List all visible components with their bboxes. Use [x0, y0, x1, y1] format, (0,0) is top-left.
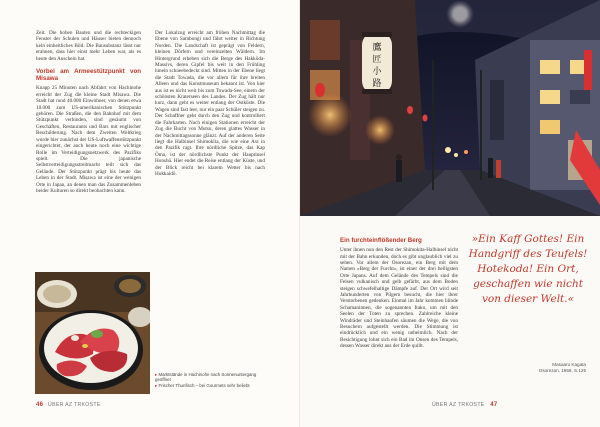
body-paragraph: Der Lokalzug erreicht am frühen Nachmittag die Ebene von Sambongi und fährt weiter in Richtung Norden. Die Landschaft ist geprägt von Feldern, kleinen Dörfern und vereinzelten Wäldern. Im Hintergrund erheben sich die Berge des Hakkōda-Massivs, deren Gipfel bis weit in den Frühling hinein schneebedeckt sind. Mitten in der Ebene liegt die Stadt Towada, die vor allem für ihre breiten Alleen und das Kunstmuseum bekannt ist. Von hier aus ist es nicht weit bis zum Towada-See, einem der schönsten Kraterseen des Landes. Der Zug hält nur kurz, dann geht es weiter entlang der Ostküste. Die Wagen sind fast leer, nur ein paar Schüler steigen zu. Der Schaffner geht durch den Zug und kontrolliert die Fahrkarten. Nach einigen Stationen erreicht der Zug die Bucht von Mutsu, deren glattes Wasser in der Nachmittagssonne glänzt. Auf der anderen Seite liegt die Halbinsel Shimokita, die wie eine Axt in den Pazifik ragt. Ihre nördliche Spitze, das Kap Ōma, ist der nördlichste Punkt der Hauptinsel Honshū. Hier endet die Reise entlang der Küste, und der Blick reicht bei klarem Wetter bis nach Hokkaidō.	[155, 30, 265, 177]
quote-attribution	[476, 362, 586, 374]
text-column-3	[340, 237, 458, 353]
night-street-photo	[300, 0, 600, 216]
quote-source: Osorezan, 1959, S.125	[538, 367, 586, 373]
running-head: ÜBER AZ TRKOSTE	[432, 402, 485, 408]
pull-quote: »Ein Kaff Gottes! Ein Handgriff des Teufels! Hotekoda! Ein Ort, geschaffen wie nicht von dieser Welt.«	[468, 233, 588, 305]
section-heading: Ein furchteinflößender Berg	[340, 237, 422, 244]
running-head: ÜBER AZ TRKOSTE	[48, 402, 101, 408]
text-column-1	[36, 30, 141, 197]
body-paragraph: Unter ihnen nun den Rest der Shimokita-Halbinsel nicht mit der Bahn erkunden, doch es gibt unglaublich viel zu sehen. Vor allem der Osorezan, ein Berg mit dem Namen »Berg der Furcht«, ist einer der drei heiligsten Orte Japans. Auf dem Gelände des Tempels sind die Felsen vulkanisch und gelb gefärbt, aus dem Boden steigen schwefelhaltige Dämpfe auf. Der Ort wird seit Jahrhunderten von Pilgern besucht, die hier ihrer Verstorbenen gedenken. Einmal im Jahr kommen blinde Schamaninnen, die sogenannten Itako, um mit den Seelen der Toten zu sprechen. Zahlreiche kleine Windräder und Steinhaufen säumen die Wege, die von Besuchern aufgestellt werden. Die Stimmung ist eindrücklich und ein wenig unheimlich. Nach der Besichtigung lohnt sich ein Bad im Onsen des Tempels, dessen Wasser direkt aus der Erde quillt.	[340, 247, 458, 350]
caption-line-2: Frischer Thunfisch – bei Gourmets sehr beliebt	[158, 382, 250, 388]
svg-text:小: 小	[372, 67, 382, 77]
section-heading: Vorbei am Armeestützpunkt von Misawa	[36, 68, 141, 83]
photo-caption	[155, 372, 267, 388]
caption-marker: ▸	[155, 372, 159, 377]
svg-text:匠: 匠	[372, 55, 382, 65]
tuna-bowl-photo	[35, 272, 150, 394]
text-column-2	[155, 30, 265, 180]
right-folio	[432, 402, 501, 408]
svg-text:路: 路	[372, 79, 382, 89]
quote-author: Masaaru Kagata	[552, 362, 586, 367]
intro-paragraph: Zeit. Die hohen Bauten und die rechteckigen Fenster der Schulen und Häuser bieten dennoch kein einheitliches Bild. Die Bausubstanz lässt nur erahnen, dass hier einst mehr Leben war, als es heute den Anschein hat.	[36, 30, 141, 62]
caption-line-1: Marktstände in Hachinohe nach Sonnenuntergang geöffnet	[155, 372, 257, 383]
caption-marker: ▸	[155, 382, 159, 388]
page-number: 46	[36, 402, 44, 408]
body-paragraph: Knapp 25 Minuten nach Abfahrt von Hachinohe erreicht der Zug die kleine Stadt Misawa. Die Stadt hat rund 40.000 Einwohner, von denen etwa 10.000 zum US-amerikanischen Stützpunkt gehören. Die Straßen, die den Bahnhof mit dem Stützpunkt verbinden, sind gesäumt von Geschäften, Restaurants und Bars mit englischer Beschilderung. Nach dem Zweiten Weltkrieg wurde hier zunächst der US-Luftwaffenstützpunkt eingerichtet, der auch heute noch eine wichtige Rolle im Verteidigungsnetzwerk des Pazifiks spielt. Die japanische Selbstverteidigungsstreitmacht teilt sich das Gelände. Der Stützpunkt prägt bis heute das Leben in der Stadt. Misawa ist eine der wenigen Orte in Japan, an denen man das Zusammenleben beider Kulturen so direkt beobachten kann.	[36, 85, 141, 194]
svg-text:鷹: 鷹	[372, 43, 382, 53]
page-number: 47	[490, 402, 498, 408]
left-folio	[36, 402, 101, 408]
